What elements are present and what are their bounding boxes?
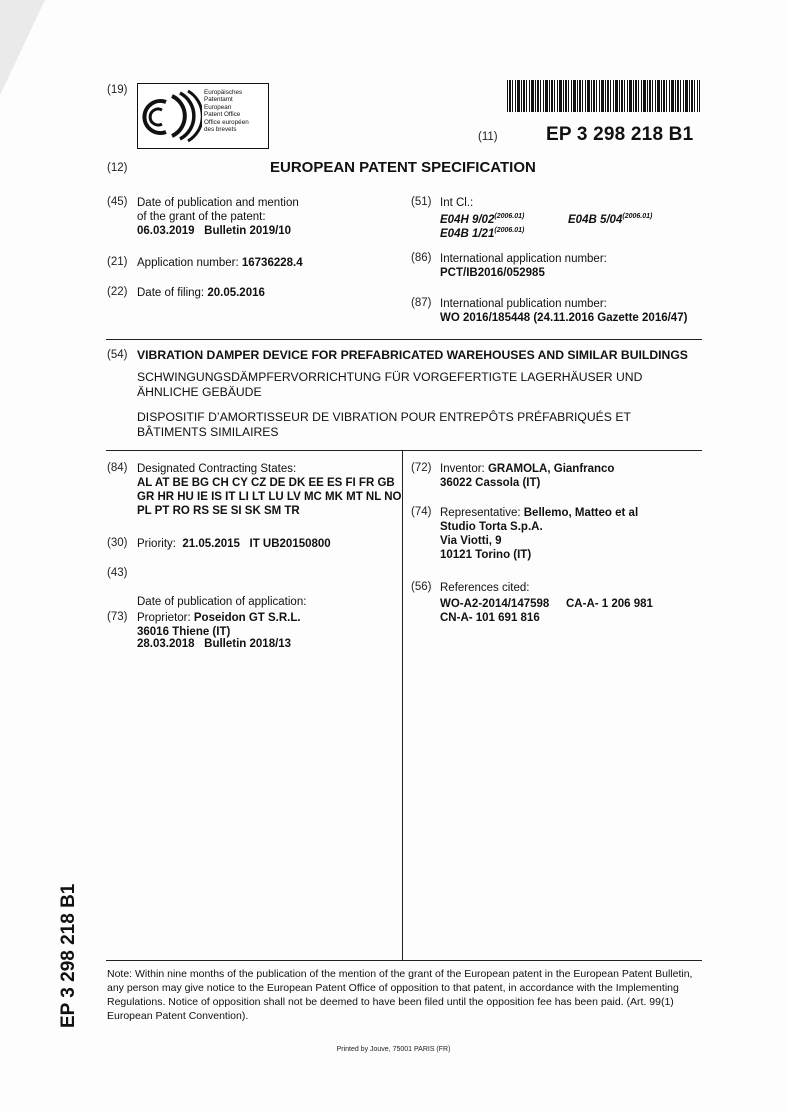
title-german-line-2: ÄHNLICHE GEBÄUDE (137, 385, 262, 399)
title-english: VIBRATION DAMPER DEVICE FOR PREFABRICATED WAREHOUSES AND SIMILAR BUILDINGS (137, 348, 688, 362)
designated-states-field (137, 462, 401, 518)
designated-states-label: Designated Contracting States: (137, 463, 297, 475)
application-publication-value: 28.03.2018 Bulletin 2018/13 (137, 638, 292, 650)
inid-code-73: (73) (107, 611, 128, 623)
epo-logo-icon (142, 88, 202, 144)
class-version: (2006.01) (494, 227, 525, 234)
inventor-name: GRAMOLA, Gianfranco (487, 463, 615, 475)
designated-states-line: GR HR HU IE IS IT LI LT LU LV MC MK MT NL NO (137, 491, 402, 503)
side-publication-number: EP 3 298 218 B1 (58, 883, 79, 1028)
inventor-label: Inventor: (440, 463, 485, 475)
class-version: (2006.01) (494, 213, 525, 220)
title-french-line-2: BÂTIMENTS SIMILAIRES (137, 425, 279, 439)
intl-publication-field (440, 297, 687, 325)
priority-label: Priority: (137, 538, 176, 550)
filing-date-field (137, 286, 265, 300)
priority-field (137, 537, 331, 551)
document-type-title: EUROPEAN PATENT SPECIFICATION (270, 159, 536, 176)
inid-code-74: (74) (411, 506, 432, 518)
logo-line: Patent Office (204, 111, 241, 119)
logo-line: European (204, 103, 232, 111)
priority-value: 21.05.2015 IT UB20150800 (182, 538, 331, 550)
representative-name: Bellemo, Matteo et al (523, 507, 639, 519)
printer-imprint: Printed by Jouve, 75001 PARIS (FR) (336, 1046, 451, 1053)
title-french (137, 410, 697, 440)
inid-code-56: (56) (411, 581, 432, 593)
inid-code-84: (84) (107, 462, 128, 474)
logo-line: Europäisches (204, 89, 243, 96)
inid-code-45: (45) (107, 196, 128, 208)
inventor-field (440, 462, 614, 490)
application-number-label: Application number: (137, 257, 239, 269)
epo-logo (137, 83, 269, 149)
int-cl-class-3 (440, 224, 524, 241)
inid-code-21: (21) (107, 256, 128, 268)
proprietor-address: 36016 Thiene (IT) (137, 626, 231, 638)
logo-line: Office européen (204, 118, 249, 126)
reference-2: CA-A- 1 206 981 (566, 598, 653, 610)
logo-line: des brevets (204, 126, 237, 134)
column-divider (402, 450, 403, 960)
class-version: (2006.01) (622, 213, 653, 220)
proprietor-field (137, 611, 301, 639)
inid-code-43: (43) (107, 567, 128, 579)
class-code: E04B 5/04 (568, 213, 623, 226)
representative-line: Via Viotti, 9 (440, 535, 502, 547)
representative-line: 10121 Torino (IT) (440, 549, 532, 561)
reference-3: CN-A- 101 691 816 (440, 612, 540, 624)
barcode (507, 80, 700, 112)
proprietor-label: Proprietor: (137, 612, 191, 624)
int-cl-class-2 (568, 210, 652, 227)
title-french-line-1: DISPOSITIF D’AMORTISSEUR DE VIBRATION POUR ENTREPÔTS PRÉFABRIQUÉS ET (137, 410, 631, 424)
filing-date-value: 20.05.2016 (207, 287, 265, 299)
intl-application-label: International application number: (440, 253, 607, 265)
inid-code-86: (86) (411, 252, 432, 264)
publication-number: EP 3 298 218 B1 (546, 124, 694, 145)
inid-code-22: (22) (107, 286, 128, 298)
inid-code-54: (54) (107, 349, 128, 361)
intl-application-value: PCT/IB2016/052985 (440, 267, 545, 279)
intl-application-field (440, 252, 607, 280)
references-label: References cited: (440, 582, 530, 594)
inid-code-19: (19) (107, 84, 128, 96)
intl-publication-value: WO 2016/185448 (24.11.2016 Gazette 2016/47) (440, 312, 688, 324)
title-german (137, 370, 697, 400)
header-divider (106, 339, 702, 340)
proprietor-name: Poseidon GT S.R.L. (193, 612, 301, 624)
inid-code-72: (72) (411, 462, 432, 474)
representative-field (440, 506, 638, 562)
filing-date-label: Date of filing: (137, 287, 205, 299)
grant-publication-label-2: of the grant of the patent: (137, 211, 266, 223)
grant-publication-field (137, 196, 299, 238)
inid-code-11: (11) (478, 131, 498, 143)
epo-logo-text (204, 89, 249, 133)
representative-label: Representative: (440, 507, 521, 519)
grant-publication-label-1: Date of publication and mention (137, 197, 299, 209)
inventor-address: 36022 Cassola (IT) (440, 477, 541, 489)
intl-publication-label: International publication number: (440, 298, 607, 310)
inid-code-12: (12) (107, 162, 128, 174)
inid-code-87: (87) (411, 297, 432, 309)
inid-code-51: (51) (411, 196, 432, 208)
grant-publication-value: 06.03.2019 Bulletin 2019/10 (137, 225, 292, 237)
int-cl-label: Int Cl.: (440, 197, 474, 209)
designated-states-line: PL PT RO RS SE SI SK SM TR (137, 505, 300, 517)
logo-line: Patentamt (204, 96, 233, 104)
reference-1: WO-A2-2014/147598 (440, 598, 550, 610)
titles-divider (106, 450, 702, 451)
designated-states-line: AL AT BE BG CH CY CZ DE DK EE ES FI FR GB (137, 477, 395, 489)
title-german-line-1: SCHWINGUNGSDÄMPFERVORRICHTUNG FÜR VORGEFERTIGTE LAGERHÄUSER UND (137, 370, 643, 384)
bibliographic-bottom-divider (106, 960, 702, 961)
application-number-field (137, 256, 303, 270)
class-code: E04H 9/02 (440, 213, 495, 226)
application-publication-label: Date of publication of application: (137, 596, 307, 608)
page-corner-fold (0, 0, 45, 95)
application-number-value: 16736228.4 (241, 257, 303, 269)
representative-line: Studio Torta S.p.A. (440, 521, 543, 533)
inid-code-30: (30) (107, 537, 128, 549)
class-code: E04B 1/21 (440, 227, 495, 240)
opposition-note: Note: Within nine months of the publication of the mention of the grant of the European patent in the European Patent Bulletin, any person may give notice to the European Patent Office of opposition to that patent, in accordance with the Implementing Regulations. Notice of opposition shall not be deemed to have been filed until the opposition fee has been paid. (Art. 99(1) European Patent Convention). (107, 968, 693, 1022)
